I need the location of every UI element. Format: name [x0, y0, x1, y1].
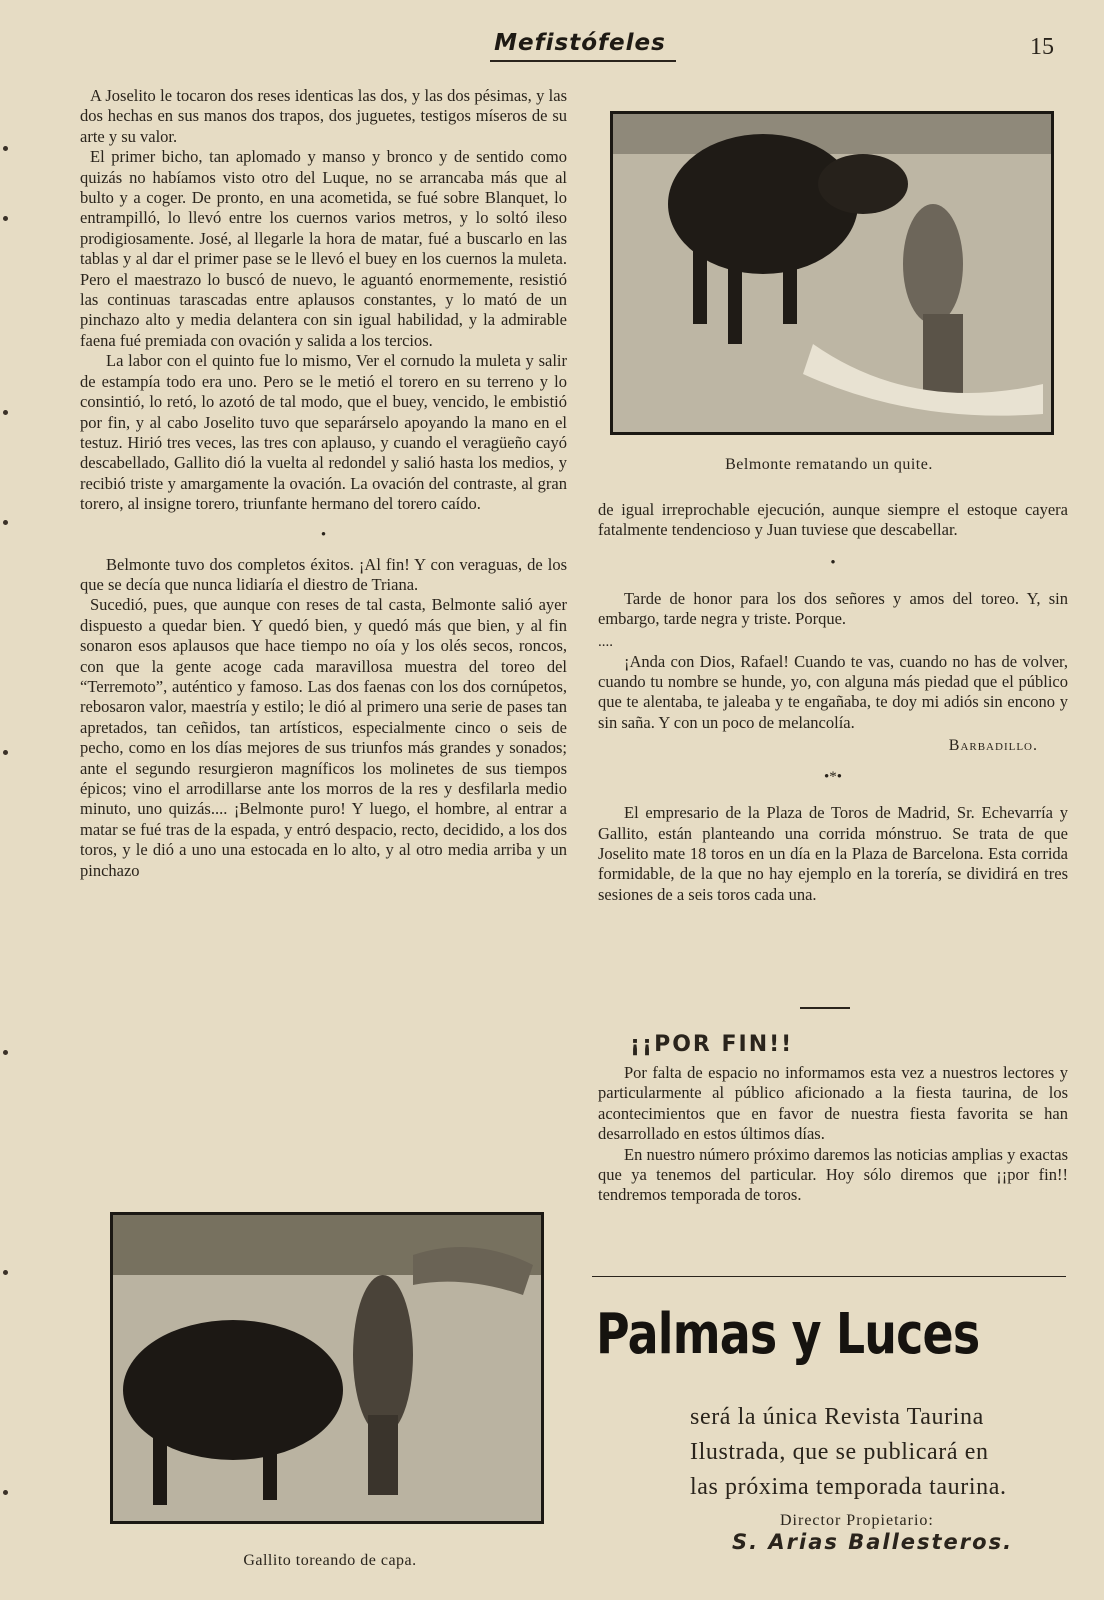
paragraph-primer-bicho: El primer bicho, tan aplomado y manso y bronco y de sentido como quizás no habíamos visto otro del Luque, no se arrancaba más que al bulto y a coger. De pronto, en una acometida, se fué sobre Blanquet, lo entrampilló, lo llevó entre los cuernos varios metros, y lo soltó ileso prodigiosamente. José, al llegarle la hora de matar, fué a buscarlo en las tablas y al dar el primer pase se le llevó el buey en los cuernos la muleta. Pero el maestrazo lo buscó de nuevo, le aguantó enormemente, resistió las continuas tarascadas entre aplausos constantes, y lo mató de un pinchazo alto y media delantera con sin igual habilidad, y la admirable faena fué premiada con ovación y salida a los tercios. [80, 147, 567, 350]
paragraph-anda-con-dios: ¡Anda con Dios, Rafael! Cuando te vas, cuando no has de volver, cuando tu nombre se hunde, yo, con alguna más piedad que el público que te alentaba, te jaleaba y te engañaba, te doy mi adiós sin encono y sin saña. Y con un poco de melancolía. [598, 651, 1068, 732]
magazine-title: Mefistófeles [494, 30, 666, 56]
advertisement-line-2: Ilustrada, que se publicará en [690, 1439, 989, 1465]
advertisement-title: Palmas y Luces [596, 1302, 980, 1367]
advertisement-line-1: será la única Revista Taurina [690, 1404, 984, 1430]
binding-mark [3, 146, 8, 151]
director-label: Director Propietario: [780, 1512, 934, 1529]
advertisement-line-3: las próxima temporada taurina. [690, 1474, 1007, 1500]
paragraph-continuation: de igual irreprochable ejecución, aunque siempre el estoque cayera fatalmente tendencioso y Juan tuviese que descabellar. [598, 500, 1068, 540]
asterism: •*• [823, 769, 842, 786]
paragraph-quinto: La labor con el quinto fue lo mismo, Ver el cornudo la muleta y salir de estampía todo era uno. Pero se le metió el torero en su terreno y lo consintió, lo retó, lo azotó de tal modo, que el buey, vencido, le embistió por fin, y al cabo Joselito tuvo que separárselo apoyando la mano en el testuz. Hirió tres veces, las tres con aplauso, y cuando el veragüeño cayó descabellado, Gallito dió la vuelta al redondel y salió hasta los medios, y recibió triste y amargamente la ovación. La ovación del contraste, al gran torero, al insigne torero, triunfante hermano del torero caído. [80, 351, 567, 514]
page-number: 15 [1030, 34, 1054, 60]
binding-mark [3, 1050, 8, 1055]
binding-mark [3, 216, 8, 221]
advertisement-body [690, 1400, 1090, 1505]
right-column [598, 500, 1068, 905]
title-underline [490, 60, 676, 62]
binding-mark [3, 410, 8, 415]
paragraph-empresario: El empresario de la Plaza de Toros de Madrid, Sr. Echevarría y Gallito, están planteando una corrida mónstruo. Se trata de que Joselito mate 18 toros en un día en la Plaza de Barcelona. Esta corrida formidable, de la que no hay ejemplo en la torería, se dividirá en tres sesiones de a seis toros cada una. [598, 803, 1068, 904]
left-column [80, 86, 567, 881]
paragraph-tarde-honor: Tarde de honor para los dos señores y amos del toreo. Y, sin embargo, tarde negra y triste. Porque. [598, 588, 1068, 629]
binding-mark [3, 1270, 8, 1275]
binding-mark [3, 1490, 8, 1495]
notice-paragraph-2: En nuestro número próximo daremos las noticias amplias y exactas que ya tenemos del particular. Hoy sólo diremos que ¡¡por fin!! tendremos temporada de toros. [598, 1144, 1069, 1205]
owner-name: S. Arias Ballesteros. [732, 1530, 1014, 1554]
binding-mark [3, 520, 8, 525]
caption-bottom-photo: Gallito toreando de capa. [243, 1552, 417, 1569]
short-divider [800, 1007, 850, 1009]
binding-mark [3, 750, 8, 755]
caption-top-photo: Belmonte rematando un quite. [725, 456, 933, 473]
paragraph-belmonte-exitos: Belmonte tuvo dos completos éxitos. ¡Al fin! Y con veraguas, de los que se decía que nunca lidiaría el diestro de Triana. [80, 554, 567, 594]
notice-title: ¡¡POR FIN!! [630, 1032, 794, 1057]
bullfight-photo-graphic [113, 1215, 541, 1521]
ellipsis: .... [598, 633, 613, 650]
author-signature: Barbadillo. [948, 737, 1038, 755]
section-separator-right: • [830, 554, 836, 571]
section-separator: • [320, 526, 327, 543]
photo-belmonte-quite [610, 111, 1054, 435]
notice-section [598, 1032, 1068, 1206]
paragraph-belmonte-faenas: Sucedió, pues, que aunque con reses de tal casta, Belmonte salió ayer dispuesto a quedar bien. Y quedó bien, y quedó más que bien, y al fin sonaron esos aplausos que hace tiempo no oía y los olés secos, roncos, con que la gente acoge cada maravillosa muestra del toreo del “Terremoto”, auténtico y famoso. Las dos faenas con los dos cornúpetos, rebosaron valor, maestría y estilo; le dió al primero una serie de pases tan apretados, tan ceñidos, tan artísticos, especialmente cinco o seis de pecho, como en los días mejores de sus triunfos más grandes y sonados; ante el segundo resurgieron magníficos los molinetes de sus tiempos épicos; vino el arrodillarse ante los morros de la res y desfilarla medio minuto, uno quizás.... ¡Belmonte puro! Y luego, el hombre, al entrar a matar se fué tras de la espada, y entró despacio, recto, decidido, a los dos toros, y le dió a uno una estocada en lo alto, y al otro media arriba y un pinchazo [80, 595, 567, 880]
bullfight-photo-graphic [613, 114, 1051, 432]
photo-gallito-capa [110, 1212, 544, 1524]
notice-paragraph-1: Por falta de espacio no informamos esta vez a nuestros lectores y particularmente al público aficionado a la fiesta taurina, de los acontecimientos que en favor de nuestra fiesta favorita se han desarrollado en estos últimos días. [598, 1063, 1068, 1144]
advertisement-rule [592, 1276, 1066, 1277]
paragraph-joselito-intro: A Joselito le tocaron dos reses identicas las dos, y las dos pésimas, y las dos hechas en sus manos dos trapos, dos juguetes, testigos míseros de su arte y su valor. [80, 86, 567, 146]
